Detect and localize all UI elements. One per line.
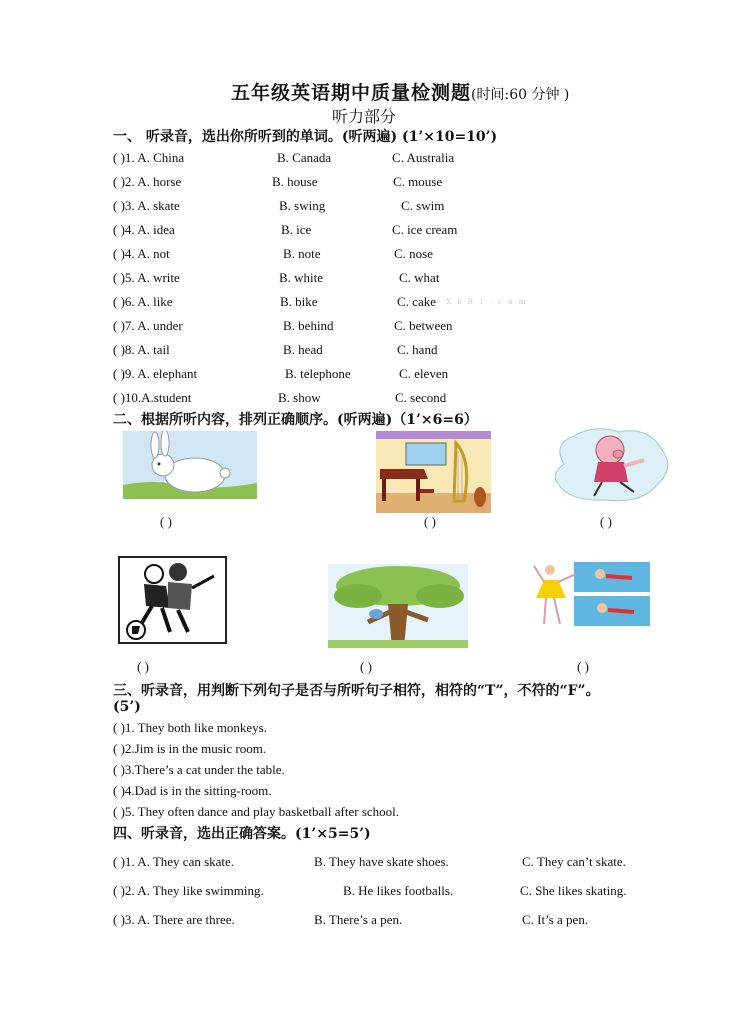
option-b: B. behind: [283, 318, 334, 333]
statement-item: ( )1. They both like monkeys.: [113, 720, 267, 735]
option-c: C. It’s a pen.: [522, 912, 589, 927]
option-c: C. They can’t skate.: [522, 854, 626, 869]
option-c: C. swim: [401, 198, 445, 213]
option-b: B. They have skate shoes.: [314, 854, 449, 869]
pig-skating-picture: [544, 424, 674, 506]
question-option-a: ( )8. A. tail: [113, 342, 170, 357]
option-b: B. head: [283, 342, 323, 357]
time-limit: (时间:60 分钟 ): [471, 87, 570, 103]
option-c: C. She likes skating.: [520, 883, 627, 898]
statement-item: ( )3.There’s a cat under the table.: [113, 762, 285, 777]
list-item: [113, 390, 533, 408]
question-option-a: ( )5. A. write: [113, 270, 180, 285]
answer-blank[interactable]: ( ): [360, 659, 372, 674]
answer-blank[interactable]: ( ): [137, 659, 149, 674]
statement-item: ( )5. They often dance and play basketball after school.: [113, 804, 400, 819]
page-title: [231, 78, 569, 105]
option-c: C. hand: [397, 342, 438, 357]
option-b: B. show: [278, 390, 321, 405]
option-b: B. bike: [280, 294, 318, 309]
list-item: [113, 883, 673, 901]
section1-heading: 一、 听录音，选出你所听到的单词。(听两遍) (1’×10=10’): [113, 129, 498, 145]
option-c: C. nose: [394, 246, 433, 261]
option-b: B. There’s a pen.: [314, 912, 403, 927]
tree-bird-picture: [328, 564, 468, 648]
question-option-a: ( )1. A. China: [113, 150, 185, 165]
question-option-a: ( )2. A. horse: [113, 174, 182, 189]
question-option-a: ( )6. A. like: [113, 294, 173, 309]
statement-item: ( )2.Jim is in the music room.: [113, 741, 267, 756]
question-option-a: ( )9. A. elephant: [113, 366, 198, 381]
list-item: [113, 318, 533, 336]
soccer-picture: [118, 556, 227, 644]
option-b: B. note: [283, 246, 321, 261]
list-item: [113, 342, 533, 360]
question-option-a: ( )3. A. skate: [113, 198, 180, 213]
section2-heading: 二、根据所听内容，排列正确顺序。(听两遍)（1’×6=6）: [113, 412, 478, 428]
music-room-picture: [376, 431, 491, 513]
answer-blank[interactable]: ( ): [577, 659, 589, 674]
list-item: [113, 174, 533, 192]
option-c: C. mouse: [393, 174, 443, 189]
rabbit-picture: [123, 431, 257, 499]
question-option-a: ( )4. A. not: [113, 246, 170, 261]
section4-heading: 四、听录音，选出正确答案。(1’×5=5’): [113, 826, 371, 842]
list-item: [113, 854, 673, 872]
option-c: C. second: [395, 390, 447, 405]
option-b: B. Canada: [277, 150, 332, 165]
list-item: [113, 246, 533, 264]
dance-swim-picture: [532, 558, 654, 632]
option-b: B. telephone: [285, 366, 351, 381]
answer-blank[interactable]: ( ): [424, 514, 436, 529]
title-text: 五年级英语期中质量检测题: [231, 82, 472, 104]
option-c: C. between: [394, 318, 453, 333]
option-c: C. cake: [397, 294, 436, 309]
option-c: C. Australia: [392, 150, 455, 165]
option-b: B. He likes footballs.: [343, 883, 454, 898]
section3-heading: 三、听录音，用判断下列句子是否与所听句子相符，相符的“T”，不符的“F”。: [113, 683, 600, 699]
option-b: B. swing: [279, 198, 326, 213]
question-option-a: ( )3. A. There are three.: [113, 912, 235, 927]
option-b: B. house: [272, 174, 318, 189]
question-option-a: ( )10.A.student: [113, 390, 192, 405]
option-b: B. ice: [281, 222, 312, 237]
option-b: B. white: [279, 270, 324, 285]
list-item: [113, 366, 533, 384]
list-item: [113, 150, 533, 168]
list-item: [113, 912, 673, 930]
option-c: C. ice cream: [392, 222, 458, 237]
option-c: C. eleven: [399, 366, 449, 381]
question-option-a: ( )4. A. idea: [113, 222, 175, 237]
answer-blank[interactable]: ( ): [160, 514, 172, 529]
page-subtitle: 听力部分: [332, 107, 397, 126]
list-item: [113, 270, 533, 288]
option-c: C. what: [399, 270, 440, 285]
list-item: [113, 198, 533, 216]
question-option-a: ( )7. A. under: [113, 318, 183, 333]
section3-heading-score: (5’): [113, 699, 141, 715]
list-item: [113, 222, 533, 240]
statement-item: ( )4.Dad is in the sitting-room.: [113, 783, 272, 798]
question-option-a: ( )1. A. They can skate.: [113, 854, 235, 869]
question-option-a: ( )2. A. They like swimming.: [113, 883, 264, 898]
watermark: X k B 1 . c o m: [446, 298, 528, 306]
answer-blank[interactable]: ( ): [600, 514, 612, 529]
